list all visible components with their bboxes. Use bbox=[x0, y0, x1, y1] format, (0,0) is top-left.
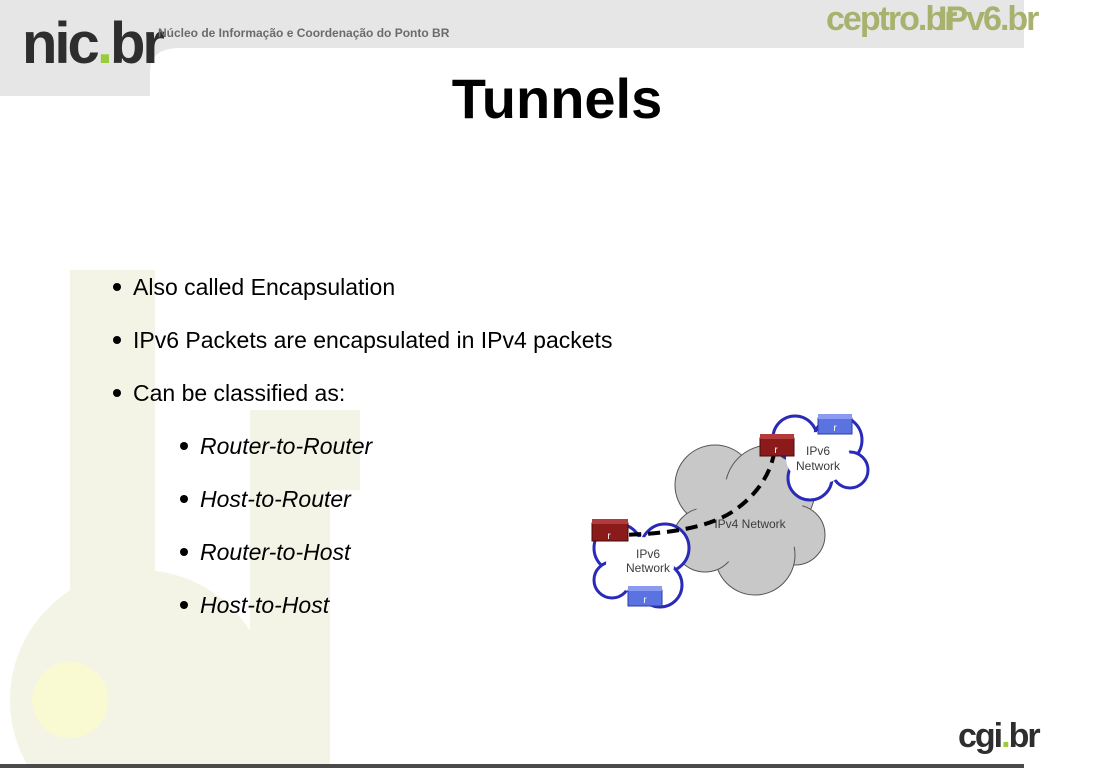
sub-bullet-item: Host-to-Host bbox=[177, 588, 670, 641]
tunnel-diagram bbox=[585, 400, 875, 690]
ceptro-br-logo: ceptro.br bbox=[826, 0, 956, 38]
cgi-br-logo: cgi.br bbox=[958, 717, 1039, 755]
ipv4-network-label: IPv4 Network bbox=[714, 517, 786, 531]
sub-bullet-item: Router-to-Host bbox=[177, 535, 670, 588]
header-tagline: Núcleo de Informação e Coordenação do Ponto BR bbox=[158, 26, 450, 40]
host-left-letter: r bbox=[643, 595, 647, 606]
sub-bullet-item: Router-to-Router bbox=[177, 429, 670, 482]
host-right-letter: r bbox=[833, 423, 837, 434]
ipv6-left-label-line2: Network bbox=[625, 561, 671, 575]
nic-br-logo: nic.br bbox=[22, 11, 162, 76]
ipv6-br-logo: IPv6.br bbox=[938, 0, 1038, 38]
ipv6-right-label-line2: Network bbox=[795, 459, 841, 473]
footer-line bbox=[0, 764, 1024, 768]
bullet-item: Can be classified as: bbox=[110, 376, 670, 429]
ipv6-right-label-line1: IPv6 bbox=[805, 444, 831, 458]
slide-title: Tunnels bbox=[451, 67, 663, 130]
ipv6-left-label-line1: IPv6 bbox=[635, 547, 661, 561]
bullet-item: IPv6 Packets are encapsulated in IPv4 packets bbox=[110, 323, 670, 376]
router-right-letter: r bbox=[774, 445, 778, 456]
sub-bullet-item: Host-to-Router bbox=[177, 482, 670, 535]
router-left-letter: r bbox=[607, 531, 611, 542]
bullet-item: Also called Encapsulation bbox=[110, 270, 670, 323]
